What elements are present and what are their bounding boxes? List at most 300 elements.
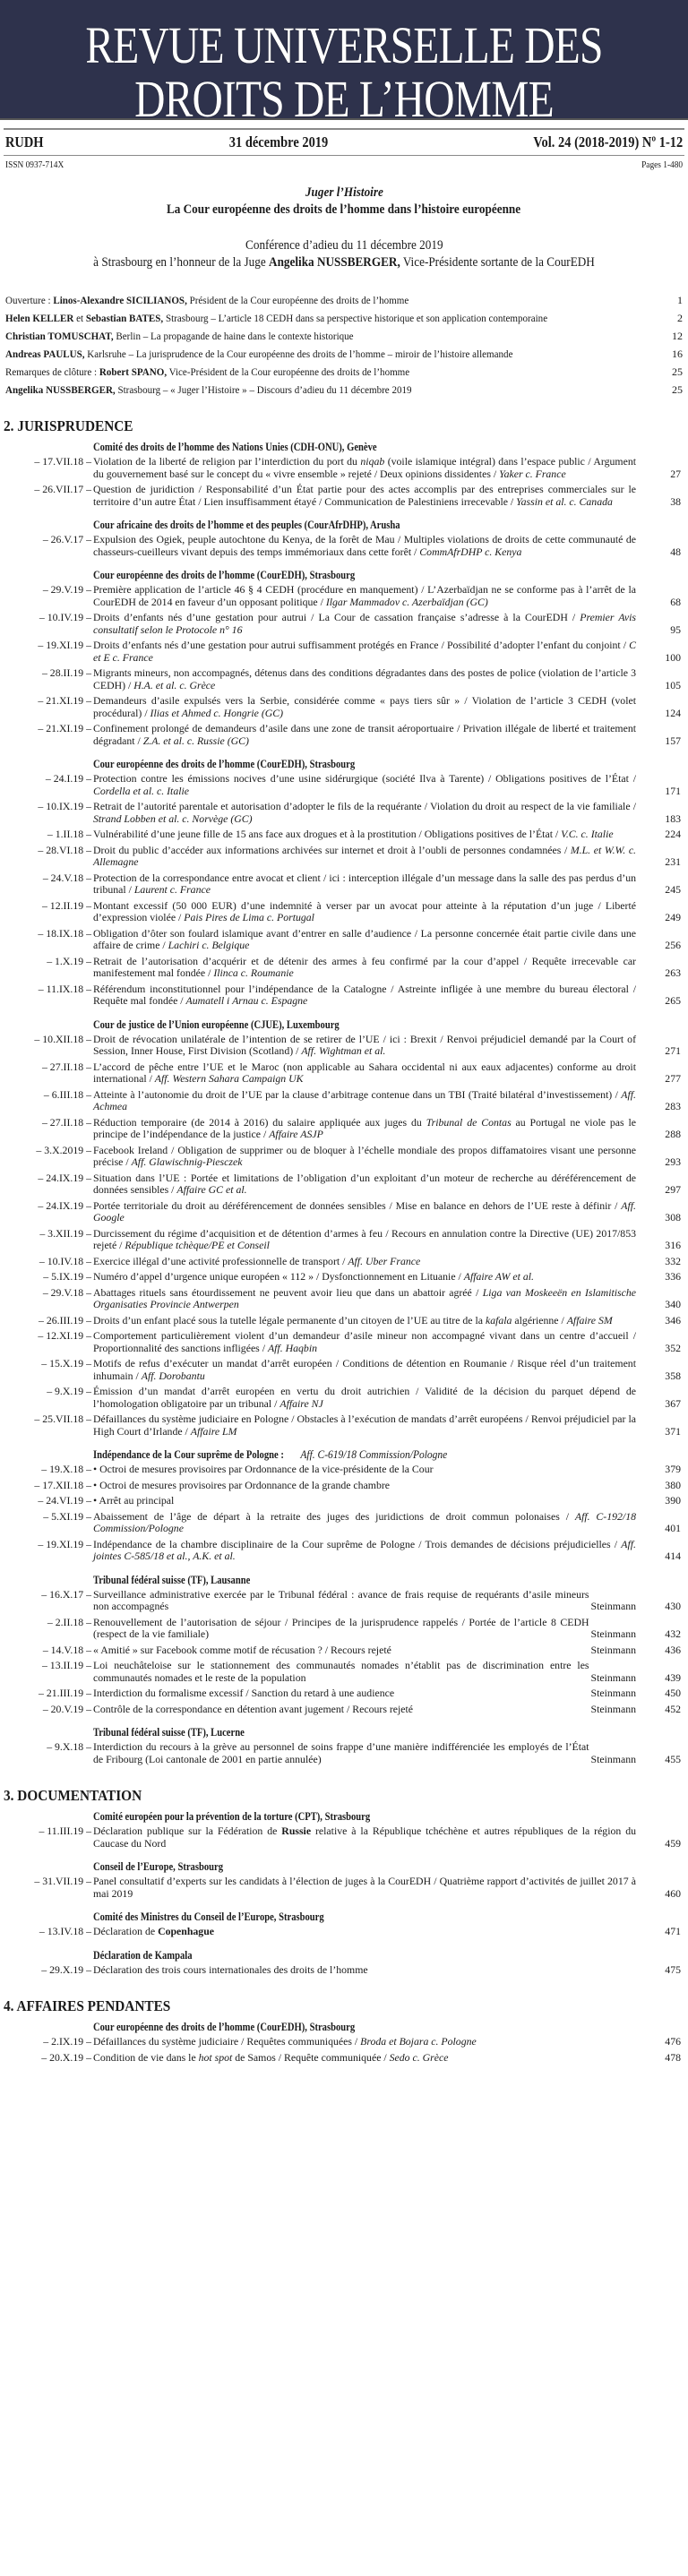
intro-entry-line (5, 330, 625, 342)
entry-author: Steinmann (590, 1627, 636, 1640)
toc-entry[interactable] (0, 1386, 688, 1410)
author-name: Helen KELLER (5, 312, 74, 324)
entry-text: Exercice illégal d’une activité professionnelle de transport / Aff. Uber France (93, 1254, 421, 1267)
entry-title: Strasbourg – L’article 18 CEDH dans sa perspective historique et son application contemporaine (163, 312, 548, 324)
page-number: 380 (665, 1478, 681, 1491)
entry-date: – 10.IV.19 – (39, 611, 91, 623)
page-number: 336 (665, 1270, 681, 1283)
page-number: 263 (665, 966, 681, 979)
entry-text: Panel consultatif d’experts sur les candidats à l’élection de juges à la CourEDH / Quatrième rapport d’activités de juillet 2017 à mai 2019 (93, 1875, 636, 1900)
page-number: 1 (677, 294, 683, 306)
entry-title: Président de la Cour européenne des droits de l’homme (186, 294, 409, 306)
entry-text: Droits d’enfants nés d’une gestation pour autrui / La Cour de cassation française s’adresse à la CourEDH / Premier Avis consultatif selon le Protocole n° 16 (93, 611, 636, 636)
entry-text: Renouvellement de l’autorisation de séjour / Principes de la jurisprudence rappelés / Portée de l’article 8 CEDH (respect de la vie familiale) (93, 1615, 589, 1640)
entry-date: – 6.III.18 – (43, 1087, 91, 1101)
entry-date: – 11.IX.18 – (38, 982, 91, 995)
entry-date: – 24.VI.19 – (38, 1494, 91, 1507)
page-number: 231 (665, 855, 681, 868)
court-heading (0, 569, 688, 582)
page-number: 105 (665, 678, 681, 691)
page-number: 16 (672, 348, 683, 360)
page-number: 332 (665, 1254, 681, 1267)
page-number: 157 (665, 734, 681, 747)
intro-entry-line (5, 312, 625, 324)
entry-text: • Octroi de mesures provisoires par Ordonnance de la grande chambre (93, 1478, 391, 1491)
page-number: 414 (665, 1550, 681, 1562)
page-number: 256 (665, 939, 681, 951)
entry-date: – 3.XII.19 – (39, 1226, 91, 1240)
entry-text: Vulnérabilité d’une jeune fille de 15 ans face aux drogues et à la prostitution / Obligations positives de l’État / V.C. c. Italie (93, 828, 614, 840)
court-label: Indépendance de la Cour suprême de Pologne : (93, 1448, 284, 1461)
entry-author: Steinmann (590, 1600, 636, 1612)
entry-date: – 14.V.18 – (42, 1643, 91, 1656)
court-name (93, 1860, 235, 1874)
toc-entry[interactable] (0, 1660, 688, 1684)
intro-entry[interactable] (5, 348, 683, 360)
entry-title: Berlin – La propagande de haine dans le contexte historique (113, 330, 354, 342)
entry-date: – 5.XI.19 – (43, 1509, 91, 1523)
page-number: 471 (665, 1925, 681, 1937)
court-name (93, 758, 378, 771)
toc-entry[interactable] (0, 584, 688, 608)
toc-entry[interactable] (0, 1228, 688, 1252)
toc-entry[interactable] (0, 1256, 688, 1268)
court-label: Comité des droits de l’homme des Nations Unies (CDH-ONU), Genève (93, 441, 377, 453)
toc-entry[interactable] (0, 1741, 688, 1765)
intro-entry-line (5, 348, 625, 360)
entry-text: L’accord de pêche entre l’UE et le Maroc (non applicable au Sahara occidental ni aux eaux adjacentes) conforme au droit international / Aff. Western Sahara Campaign UK (93, 1060, 636, 1085)
page-number: 452 (665, 1702, 681, 1715)
entry-date: – 24.I.19 – (45, 772, 91, 785)
toc-entry[interactable] (0, 1876, 688, 1900)
toc-entry[interactable] (0, 1330, 688, 1354)
entry-text: Interdiction du recours à la grève au personnel de soins frappe d’une manière indifférenciée les employés de l’État de Fribourg (Loi cantonale de 2001 en partie annulée) (93, 1740, 589, 1765)
toc-entry[interactable] (0, 900, 688, 924)
toc-entry[interactable] (0, 640, 688, 664)
toc-entry[interactable] (0, 1034, 688, 1058)
entry-text: Défaillances du système judiciaire en Pologne / Obstacles à l’exécution de mandats d’arrêt européens / Renvoi préjudiciel par la High Court d’Irlande / Affaire LM (93, 1413, 636, 1438)
intro-entry-text (5, 330, 656, 342)
entry-date: – 19.XI.19 – (38, 639, 91, 651)
court-label: Conseil de l’Europe, Strasbourg (93, 1860, 224, 1873)
entry-date: – 9.X.19 – (47, 1385, 91, 1397)
page-number: 346 (665, 1313, 681, 1327)
entry-date: – 18.IX.18 – (38, 926, 91, 940)
entry-date: – 17.VII.18 – (34, 455, 91, 468)
entry-text: Indépendance de la chambre disciplinaire de la Cour suprême de Pologne / Trois demandes de décisions préjudicielles / Aff. jointes C-585/18 et al., A.K. et al. (93, 1537, 636, 1562)
intro-entry-text (5, 294, 656, 306)
intro-entry-line (5, 365, 625, 378)
toc-entry[interactable] (0, 801, 688, 825)
entry-date: – 15.X.19 – (41, 1357, 91, 1370)
entry-prefix: Remarques de clôture : (5, 365, 99, 378)
section-heading (0, 1787, 688, 1805)
entry-text: Demandeurs d’asile expulsés vers la Serbie, considérée comme « pays tiers sûr » / Violation de l’article 3 CEDH (volet procédural) / Ilias et Ahmed c. Hongrie (GC) (93, 694, 636, 719)
page-number: 283 (665, 1100, 681, 1112)
entry-text: Facebook Ireland / Obligation de supprimer ou de bloquer à l’échelle mondiale des propos diffamatoires visant une personne précise / Aff. Glawischnig-Piesczek (93, 1143, 636, 1168)
intro-entry[interactable] (5, 365, 683, 378)
entry-author: Steinmann (590, 1702, 636, 1715)
entry-text: Abaissement de l’âge de départ à la retraite des juges des juridictions de droit commun polonaises / Aff. C-192/18 Commission/Pologne (93, 1509, 636, 1534)
entry-date: – 10.IX.19 – (38, 800, 91, 812)
court-heading (0, 1911, 688, 1924)
conference-honor (93, 254, 595, 271)
page-number: 450 (665, 1687, 681, 1699)
entry-text: Droits d’un enfant placé sous la tutelle légale permanente d’un citoyen de l’UE au titre de la kafala algérienne / Affaire SM (93, 1313, 613, 1327)
conference-title: Conférence d’adieu du 11 décembre 2019 (245, 238, 443, 253)
entry-text: Déclaration des trois cours internationales des droits de l’homme (93, 1962, 368, 1976)
journal-abbreviation: RUDH (5, 133, 44, 150)
intro-entry[interactable] (5, 330, 683, 342)
entry-author: Steinmann (590, 1752, 636, 1765)
entry-date: – 19.XI.19 – (38, 1537, 91, 1550)
entry-date: – 24.IX.19 – (38, 1171, 91, 1184)
entry-text: Expulsion des Ogiek, peuple autochtone du Kenya, de la forêt de Mau / Multiples violations de droits de cette communauté de chasseurs-cueilleurs vivant depuis des temps immémoriaux dans cette forêt / CommAfrDHP c. Kenya (93, 533, 636, 558)
page-number: 401 (665, 1522, 681, 1534)
page-number: 430 (665, 1600, 681, 1612)
bottom-rule (4, 155, 684, 156)
feature-heading (0, 185, 688, 271)
court-heading (0, 1949, 688, 1962)
intro-entry[interactable] (5, 383, 683, 396)
intro-entry-text (5, 365, 656, 378)
toc-entry[interactable] (0, 1539, 688, 1563)
page-number: 265 (665, 994, 681, 1007)
page-number: 288 (665, 1128, 681, 1140)
court-heading (0, 1810, 688, 1824)
toc-entry[interactable] (0, 1413, 688, 1438)
case-reference: Aff. C-619/18 Commission/Pologne (300, 1448, 448, 1461)
entry-date: – 26.VII.17 – (34, 483, 91, 495)
page-number: 293 (665, 1155, 681, 1168)
entry-text: Contrôle de la correspondance en détention avant jugement / Recours rejeté (93, 1702, 414, 1715)
court-heading (0, 441, 688, 454)
entry-date: – 19.X.18 – (41, 1463, 91, 1475)
entry-date: – 12.XI.19 – (38, 1329, 91, 1342)
court-name (93, 519, 426, 532)
toc-entry[interactable] (0, 1200, 688, 1224)
entry-text: Abattages rituels sans étourdissement ne peuvent avoir lieu que dans un abattoir agréé / Liga van Moskeeën en Islamitische Organisaties Provincie Antwerpen (93, 1285, 636, 1310)
court-heading (0, 1448, 688, 1462)
entry-text: Motifs de refus d’exécuter un mandat d’arrêt européen / Conditions de détention en Roumanie / Risque réel d’un traitement inhumain / Aff. Dorobantu (93, 1357, 636, 1382)
court-label: Cour européenne des droits de l’homme (CourEDH), Strasbourg (93, 758, 356, 770)
toc-entry[interactable] (0, 695, 688, 719)
entry-text: Violation de la liberté de religion par l’interdiction du port du niqab (voile islamique intégral) dans l’espace public / Argument du gouvernement basé sur le concept du « vivre ensemble » rejeté / Deux opinions dissidentes / Yaker c. France (93, 455, 637, 480)
entry-text: Référendum inconstitutionnel pour l’indépendance de la Catalogne / Astreinte infligée à une membre du bureau électoral / Requête mal fondée / Aumatell i Arnau c. Espagne (93, 982, 636, 1007)
page-number: 2 (677, 312, 683, 324)
entry-date: – 28.II.19 – (41, 666, 91, 679)
entry-title: Vice-Président de la Cour européenne des droits de l’homme (167, 365, 410, 378)
page-number: 316 (665, 1239, 681, 1251)
entry-text: • Arrêt au principal (93, 1494, 175, 1507)
toc-entry[interactable] (0, 456, 688, 480)
entry-text: Numéro d’appel d’urgence unique européen « 112 » / Dysfonctionnement en Lituanie / Affaire AW et al. (93, 1270, 534, 1283)
entry-title: Karlsruhe – La jurisprudence de la Cour européenne des droits de l’homme – miroir de l’histoire allemande (84, 348, 513, 360)
page-number: 25 (672, 365, 683, 378)
entry-text: Première application de l’article 46 § 4 CEDH (procédure en manquement) / L’Azerbaïdjan ne se conforme pas à l’arrêt de la CourEDH de 2014 en faveur d’un opposant politique / Ilgar Mammadov c. Azerbaïdjan (GC) (93, 583, 636, 608)
court-name (93, 1018, 361, 1032)
toc-entry[interactable] (0, 484, 688, 508)
entry-text: Protection contre les émissions nocives d’une usine sidérurgique (société Ilva à Tarente) / Obligations positives de l’État / Cordella et al. c. Italie (93, 772, 636, 797)
honor-prefix: à Strasbourg en l’honneur de la Juge (93, 255, 270, 270)
entry-text: • Octroi de mesures provisoires par Ordonnance de la vice-présidente de la Cour (93, 1463, 434, 1475)
entry-date: – 9.X.18 – (47, 1740, 91, 1753)
court-name (93, 441, 401, 454)
section-heading (0, 1997, 688, 2015)
page-number: 459 (665, 1836, 681, 1850)
entry-text: Protection de la correspondance entre avocat et client / ici : interception illégale d’un message dans la salle des pas perdus d’un tribunal / Laurent c. France (93, 871, 636, 896)
entry-date: – 1.X.19 – (47, 954, 91, 967)
entry-text: Montant excessif (50 000 EUR) d’une indemnité à verser par un avocat pour atteinte à la réputation d’un juge / Liberté d’expression violée / Pais Pires de Lima c. Portugal (93, 898, 636, 923)
intro-entry-line (5, 383, 625, 396)
toc-entry[interactable] (0, 1511, 688, 1535)
toc-entry[interactable] (0, 723, 688, 747)
intro-entry[interactable] (5, 312, 683, 324)
entry-date: – 10.IV.18 – (39, 1254, 91, 1267)
court-label: Déclaration de Kampala (93, 1948, 193, 1962)
issn: ISSN 0937-714X (5, 159, 64, 170)
entry-text: Atteinte à l’autonomie du droit de l’UE par la clause d’arbitrage contenue dans un TBI (Traité bilatéral d’investissement) / Aff. Achmea (93, 1087, 636, 1112)
toc-entry[interactable] (0, 1061, 688, 1086)
entry-text: Comportement particulièrement violent d’un demandeur d’asile mineur non accompagné vivant dans un centre d’accueil / Proportionnalité des sanctions infligées / Aff. Haqbin (93, 1329, 636, 1354)
intro-entry[interactable] (5, 294, 683, 306)
court-label: Tribunal fédéral suisse (TF), Lausanne (93, 1573, 251, 1586)
author-name: Andreas PAULUS, (5, 348, 85, 360)
entry-date: – 24.IX.19 – (38, 1198, 91, 1212)
page-number: 48 (670, 545, 681, 558)
toc-entry[interactable] (0, 928, 688, 952)
toc-entry[interactable] (0, 1704, 688, 1716)
intro-entry-text (5, 312, 656, 324)
entry-text: Interdiction du formalisme excessif / Sanction du retard à une audience (93, 1687, 395, 1699)
honoree-name: Angelika NUSSBERGER, (269, 255, 400, 270)
court-label: Tribunal fédéral suisse (TF), Lucerne (93, 1726, 245, 1739)
page-number: 95 (670, 623, 681, 636)
entry-date: – 27.II.18 – (41, 1115, 91, 1129)
court-label: Comité européen pour la prévention de la torture (CPT), Strasbourg (93, 1810, 371, 1823)
toc-entry[interactable] (0, 983, 688, 1008)
entry-text: Surveillance administrative exercée par le Tribunal fédéral : avance de frais requise de requérants d’asile mineurs non accompagnés (93, 1587, 589, 1612)
entry-date: – 27.II.18 – (41, 1060, 91, 1073)
court-name (93, 1949, 201, 1962)
journal-title-line-1: REVUE UNIVERSELLE DES (85, 16, 603, 74)
entry-date: – 21.XI.19 – (38, 722, 91, 734)
court-name (93, 1448, 447, 1462)
entry-date: – 29.V.18 – (42, 1285, 91, 1299)
toc-entry[interactable] (0, 1589, 688, 1613)
page-number: 25 (672, 383, 683, 396)
court-label: Cour de justice de l’Union européenne (CJUE), Luxembourg (93, 1018, 340, 1031)
toc-entry[interactable] (0, 1617, 688, 1641)
court-heading (0, 1018, 688, 1032)
page-number: 460 (665, 1886, 681, 1900)
entry-date: – 21.XI.19 – (38, 694, 91, 707)
entry-date: – 13.IV.18 – (39, 1925, 91, 1937)
author-name: Robert SPANO, (99, 365, 168, 378)
intro-entry-text (5, 348, 656, 360)
toc-entry[interactable] (0, 1358, 688, 1382)
entry-text: Droits d’enfants nés d’une gestation pour autrui suffisamment protégés en France / Possibilité d’adopter l’enfant du conjoint / C et E c. France (93, 639, 636, 664)
page-number: 371 (665, 1424, 681, 1438)
entry-date: – 17.XII.18 – (34, 1478, 91, 1491)
entry-date: – 21.III.19 – (39, 1687, 91, 1699)
page-number: 68 (670, 595, 681, 608)
toc-entry[interactable] (0, 1464, 688, 1476)
entry-text: Droit du public d’accéder aux informations archivées sur internet et droit à l’oubli de personnes condamnées / M.L. et W.W. c. Allemagne (93, 843, 637, 868)
intro-entry-text (5, 383, 656, 396)
toc-entry[interactable] (0, 2052, 688, 2065)
entry-date: – 2.IX.19 – (43, 2035, 91, 2048)
volume-number: Vol. 24 (2018-2019) Nº 1-12 (533, 133, 683, 150)
toc-entry[interactable] (0, 1287, 688, 1311)
entry-date: – 31.VII.19 – (34, 1875, 91, 1887)
entry-date: – 29.V.19 – (42, 583, 91, 596)
entry-text: Durcissement du régime d’acquisition et de détention d’armes à feu / Recours en annulation contre la Directive (UE) 2017/853 rejeté / République tchèque/PE et Conseil (93, 1226, 636, 1251)
toc-entry[interactable] (0, 1117, 688, 1141)
entry-date: – 13.II.19 – (41, 1659, 91, 1671)
toc-entry[interactable] (0, 1315, 688, 1327)
court-name (93, 1911, 344, 1924)
page-number: 436 (665, 1643, 681, 1656)
entry-date: – 1.II.18 – (47, 828, 91, 840)
toc-entry[interactable] (0, 1964, 688, 1977)
toc-entry[interactable] (0, 1172, 688, 1197)
entry-text: Défaillances du système judiciaire / Requêtes communiquées / Broda et Bojara c. Pologne (93, 2035, 477, 2048)
page-number: 249 (665, 911, 681, 923)
court-name (93, 1574, 264, 1587)
entry-date: – 24.V.18 – (42, 871, 91, 884)
toc-entry[interactable] (0, 1687, 688, 1700)
court-heading (0, 758, 688, 771)
page-range: Pages 1-480 (641, 159, 683, 170)
toc-entry[interactable] (0, 612, 688, 636)
court-heading (0, 519, 688, 532)
page-number: 224 (665, 828, 681, 840)
entry-text: Retrait de l’autorité parentale et autorisation d’adopter le fils de la requérante / Violation du droit au respect de la vie familiale / Strand Lobben et al. c. Norvège (GC) (93, 800, 636, 825)
entry-date: – 12.II.19 – (41, 898, 91, 912)
entry-text: Migrants mineurs, non accompagnés, détenus dans des conditions dégradantes dans des postes de police (violation de l’article 3 CEDH) / H.A. et al. c. Grèce (93, 666, 636, 691)
court-name (93, 2021, 378, 2034)
court-heading (0, 1860, 688, 1874)
toc-entry[interactable] (0, 845, 688, 869)
court-heading (0, 1726, 688, 1739)
page-number: 367 (665, 1396, 681, 1410)
court-name (93, 569, 378, 582)
entry-text: Condition de vie dans le hot spot de Samos / Requête communiquée / Sedo c. Grèce (93, 2050, 449, 2064)
entry-text: Question de juridiction / Responsabilité d’un État partie pour des actes accomplis par des entreprises commerciales sur le territoire d’un autre État / Lien insuffisamment étayé / Communication de Palestiniens irrecevable / Yassin et al. c. Canada (93, 483, 636, 508)
toc-entry[interactable] (0, 1089, 688, 1113)
toc-entry[interactable] (0, 956, 688, 980)
entry-text: Émission d’un mandat d’arrêt européen en vertu du droit autrichien / Validité de la décision du parquet dépend de l’homologation obligatoire par un tribunal / Affaire NJ (93, 1385, 636, 1410)
entry-date: – 16.X.17 – (41, 1587, 91, 1601)
author-name: Christian TOMUSCHAT, (5, 330, 114, 342)
page-number: 390 (665, 1494, 681, 1507)
author-name: Angelika NUSSBERGER, (5, 383, 116, 396)
toc-entry[interactable] (0, 1271, 688, 1284)
page-number: 439 (665, 1670, 681, 1684)
page-number: 100 (665, 650, 681, 664)
toc-entry[interactable] (0, 2036, 688, 2048)
intro-entry-line (5, 294, 625, 306)
entry-date: – 29.X.19 – (41, 1962, 91, 1976)
issn-row (0, 159, 688, 174)
author-name: Sebastian BATES, (85, 312, 164, 324)
entry-date: – 3.X.2019 – (36, 1143, 91, 1156)
entry-text: Loi neuchâteloise sur le stationnement des communautés nomades n’établit pas de discrimination entre les communautés nomades et le reste de la population (93, 1659, 589, 1684)
page-number: 455 (665, 1752, 681, 1765)
entry-author: Steinmann (590, 1687, 636, 1699)
entry-date: – 10.XII.18 – (34, 1032, 91, 1045)
court-name (93, 1726, 257, 1739)
entry-date: – 20.V.19 – (42, 1702, 91, 1715)
entry-text: Déclaration publique sur la Fédération de Russie relative à la République tchéchène et autres républiques de la région du Caucase du Nord (93, 1825, 636, 1850)
page-number: 352 (665, 1341, 681, 1354)
section-title: 4. AFFAIRES PENDANTES (4, 1997, 171, 2014)
toc-entry[interactable] (0, 872, 688, 897)
entry-title: Strasbourg – « Juger l’Histoire » – Discours d’adieu du 11 décembre 2019 (115, 383, 412, 396)
toc-entry[interactable] (0, 1644, 688, 1657)
toc-entry[interactable] (0, 534, 688, 558)
section-title: 3. DOCUMENTATION (4, 1787, 142, 1804)
court-label: Cour africaine des droits de l’homme et des peuples (CourAfrDHP), Arusha (93, 519, 400, 531)
page-number: 124 (665, 706, 681, 719)
toc-entry[interactable] (0, 1495, 688, 1507)
entry-author: Steinmann (590, 1670, 636, 1684)
entry-date: – 2.II.18 – (47, 1615, 91, 1628)
honor-suffix: Vice-Présidente sortante de la CourEDH (400, 255, 595, 270)
entry-text: « Amitié » sur Facebook comme motif de récusation ? / Recours rejeté (93, 1643, 391, 1656)
entry-author: Steinmann (590, 1643, 636, 1656)
page-number: 308 (665, 1211, 681, 1224)
page-number: 171 (665, 784, 681, 797)
toc-entry[interactable] (0, 1480, 688, 1492)
toc-entry[interactable] (0, 1825, 688, 1850)
page-number: 476 (665, 2035, 681, 2048)
entry-text: Situation dans l’UE : Portée et limitations de l’obligation d’un exploitant d’un moteur de recherche au déréférencement de données sensibles / Affaire GC et al. (93, 1171, 636, 1196)
feature-subtitle: La Cour européenne des droits de l’homme dans l’histoire européenne (167, 202, 521, 217)
author-name: Linos-Alexandre SICILIANOS, (53, 294, 187, 306)
feature-title: Juger l’Histoire (305, 185, 383, 200)
section-heading (0, 417, 688, 435)
page-number: 475 (665, 1962, 681, 1976)
toc-entry[interactable] (0, 667, 688, 691)
court-heading (0, 2021, 688, 2034)
entry-text: Réduction temporaire (de 2014 à 2016) du salaire appliquée aux juges du Tribunal de Contas au Portugal ne viole pas le principe de l’indépendance de la justice / Affaire ASJP (93, 1115, 636, 1140)
page-number: 432 (665, 1627, 681, 1640)
page-number: 12 (672, 330, 683, 342)
court-label: Comité des Ministres du Conseil de l’Europe, Strasbourg (93, 1911, 324, 1923)
toc-entry[interactable] (0, 829, 688, 841)
page-number: 271 (665, 1044, 681, 1057)
entry-text: Confinement prolongé de demandeurs d’asile dans une zone de transit aéroportuaire / Privation illégale de liberté et traitement dégradant / Z.A. et al. c. Russie (GC) (93, 722, 636, 747)
journal-title-line-2: DROITS DE L’HOMME (134, 70, 554, 128)
entry-text: Retrait de l’autorisation d’acquérir et de détenir des armes à feu confirmé par la cour d’appel / Requête irrecevable car manifestement mal fondée / Ilinca c. Roumanie (93, 954, 636, 979)
entry-title: et (73, 312, 86, 324)
page-number: 183 (665, 811, 681, 825)
court-name (93, 1810, 394, 1824)
entry-date: – 25.VII.18 – (34, 1413, 91, 1425)
toc-entry[interactable] (0, 1145, 688, 1169)
entry-date: – 28.VI.18 – (38, 843, 91, 856)
issue-meta-bar (0, 130, 688, 155)
toc-entry[interactable] (0, 1926, 688, 1938)
page-number: 245 (665, 883, 681, 896)
issue-date: 31 décembre 2019 (228, 133, 329, 150)
toc-entry[interactable] (0, 773, 688, 797)
entry-date: – 5.IX.19 – (43, 1270, 91, 1283)
entry-date: – 26.III.19 – (39, 1313, 91, 1327)
page-number: 358 (665, 1369, 681, 1382)
